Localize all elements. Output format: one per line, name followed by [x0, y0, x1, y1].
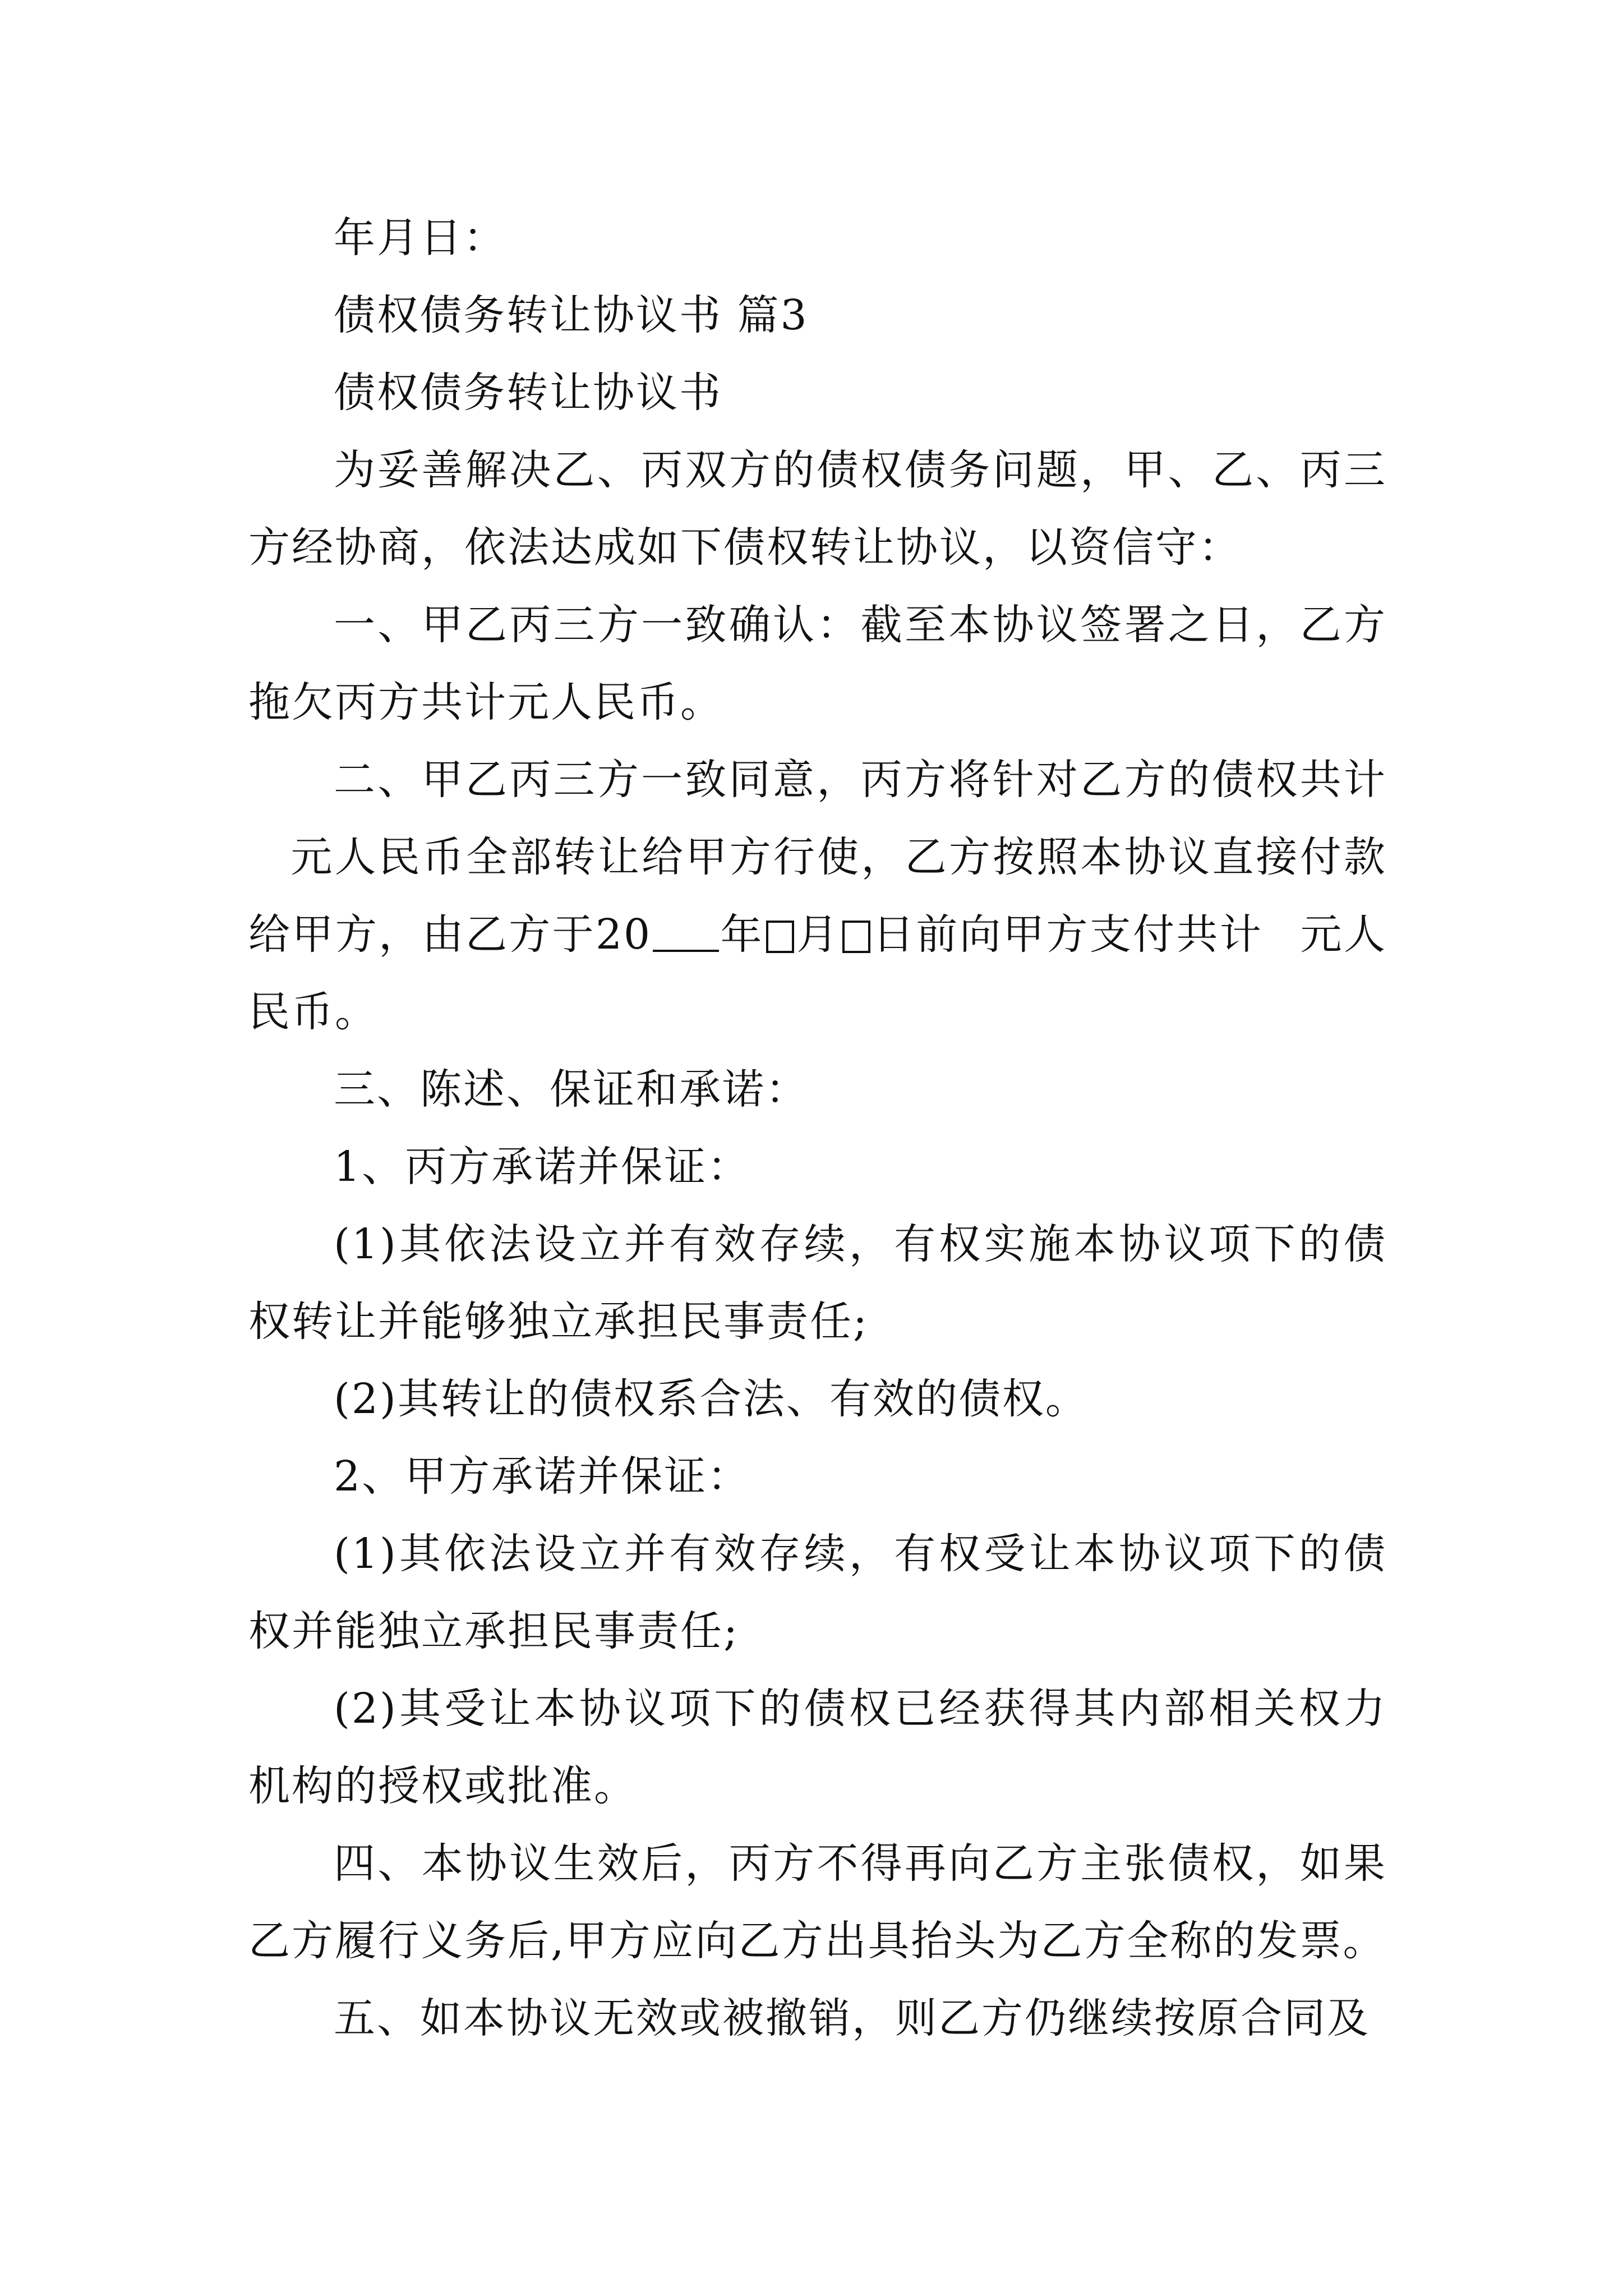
clause-3-1-heading: 1、丙方承诺并保证： [334, 1143, 751, 1191]
clause-2-year-label: 年 [720, 910, 764, 959]
document-title: 债权债务转让协议书 [334, 369, 722, 417]
clause-2-text-d: 元人民币。 [248, 910, 1387, 1036]
section-heading: 债权债务转让协议书 篇3 [334, 291, 809, 339]
clause-3-1-item-2: (2)其转让的债权系合法、有效的债权。 [334, 1375, 1089, 1423]
clause-2-paragraph [248, 741, 1387, 1051]
clause-2-text-b: 元人民币全部转让给甲方行使，乙方按照本协议直接付款给甲方，由乙方于20 [248, 833, 1387, 959]
month-box [766, 921, 794, 953]
clause-3-heading: 三、陈述、保证和承诺： [334, 1065, 809, 1114]
preamble-paragraph: 为妥善解决乙、丙双方的债权债务问题，甲、乙、丙三方经协商，依法达成如下债权转让协议，以资信守： [248, 446, 1387, 572]
clause-3-2-heading: 2、甲方承诺并保证： [334, 1452, 751, 1501]
date-line: 年月日： [334, 214, 506, 262]
clause-2-month-label: 月 [796, 910, 840, 959]
year-blank [653, 916, 719, 952]
document-body [248, 199, 1387, 2057]
clause-4-paragraph: 四、本协议生效后，丙方不得再向乙方主张债权，如果乙方履行义务后,甲方应向乙方出具抬头为乙方全称的发票。 [248, 1839, 1387, 1965]
clause-3-1-item-1: (1)其依法设立并有效存续，有权实施本协议项下的债权转让并能够独立承担民事责任; [248, 1220, 1387, 1346]
clause-5-paragraph: 五、如本协议无效或被撤销，则乙方仍继续按原合同及 [334, 1994, 1370, 2042]
clause-2-text-a: 二、甲乙丙三方一致同意，丙方将针对乙方的债权共计 [334, 756, 1387, 804]
clause-3-2-item-1: (1)其依法设立并有效存续，有权受让本协议项下的债权并能独立承担民事责任; [248, 1530, 1387, 1655]
clause-3-2-item-2: (2)其受让本协议项下的债权已经获得其内部相关权力机构的授权或批准。 [248, 1685, 1387, 1810]
clause-2-text-c: 日前向甲方支付共计 [872, 910, 1264, 959]
clause-1-paragraph: 一、甲乙丙三方一致确认：截至本协议签署之日，乙方拖欠丙方共计元人民币。 [248, 601, 1387, 726]
day-box [842, 921, 870, 953]
